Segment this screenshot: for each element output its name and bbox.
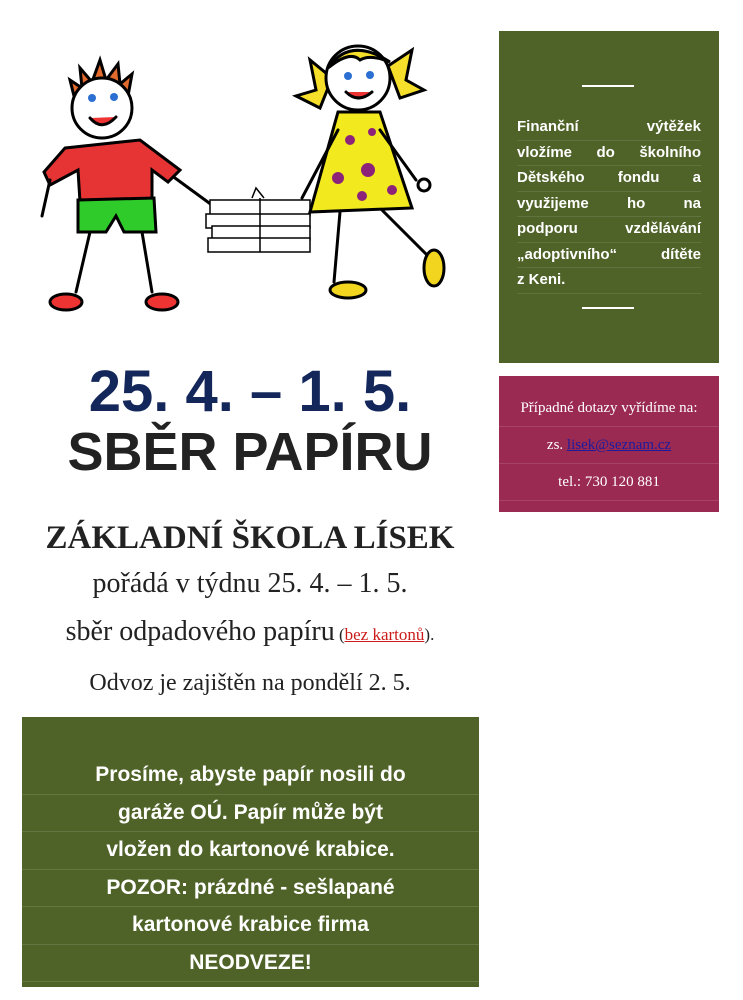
info-row xyxy=(517,115,701,141)
divider xyxy=(582,307,634,309)
event-week-text: pořádá v týdnu 25. 4. – 1. 5. xyxy=(92,568,408,599)
info-row xyxy=(517,243,701,269)
instruction-line: vložen do kartonové krabice. xyxy=(22,832,479,870)
info-word: podporu xyxy=(517,220,578,237)
email-prefix: zs. xyxy=(546,437,567,453)
instructions-box xyxy=(22,717,479,987)
collection-text xyxy=(0,616,500,648)
contact-email-line xyxy=(499,427,719,464)
paren-close: ). xyxy=(424,625,435,644)
no-cardboard-link[interactable]: bez kartonů xyxy=(344,625,425,644)
info-row xyxy=(517,166,701,192)
fund-info-text xyxy=(517,115,701,294)
info-row xyxy=(517,141,701,167)
info-word: fondu xyxy=(617,169,660,186)
paren-open: ( xyxy=(334,625,345,644)
info-word: vložíme xyxy=(517,143,573,161)
contact-heading: Případné dotazy vyřídíme na: xyxy=(499,390,719,427)
girl-figure-icon xyxy=(296,46,444,298)
divider xyxy=(582,85,634,87)
info-row xyxy=(517,268,701,294)
info-word: Dětského xyxy=(517,169,585,186)
kids-carrying-paper-illustration xyxy=(20,20,480,330)
info-word: a xyxy=(692,169,701,186)
info-word: z Keni. xyxy=(517,271,566,288)
contact-email-link[interactable]: lisek@seznam.cz xyxy=(566,437,672,453)
date-range-heading: 25. 4. – 1. 5. xyxy=(88,359,412,424)
contact-phone: tel.: 730 120 881 xyxy=(499,464,719,501)
info-word: Finanční xyxy=(517,118,579,135)
instruction-line: NEODVEZE! xyxy=(22,945,479,983)
instruction-line: POZOR: prázdné - sešlapané xyxy=(22,870,479,908)
info-word: na xyxy=(683,194,701,212)
info-word: dítěte xyxy=(660,245,701,263)
instruction-line: garáže OÚ. Papír může být xyxy=(22,795,479,833)
info-row xyxy=(517,192,701,218)
instruction-line: Prosíme, abyste papír nosili do xyxy=(22,757,479,795)
info-word: vzdělávání xyxy=(625,220,701,237)
collection-label: sběr odpadového papíru xyxy=(65,616,335,647)
info-word: „adoptivního“ xyxy=(517,245,617,263)
info-word: školního xyxy=(639,143,701,161)
boy-figure-icon xyxy=(42,60,216,310)
info-row xyxy=(517,217,701,243)
newspaper-bundle-icon xyxy=(206,188,310,252)
info-word: využijeme xyxy=(517,194,589,212)
pickup-date-text: Odvoz je zajištěn na pondělí 2. 5. xyxy=(89,670,411,696)
fund-info-box xyxy=(499,31,719,363)
page-title: SBĚR PAPÍRU xyxy=(67,422,433,482)
info-word: do xyxy=(596,143,615,161)
info-word: výtěžek xyxy=(646,118,701,135)
contact-box xyxy=(499,376,719,512)
school-name: ZÁKLADNÍ ŠKOLA LÍSEK xyxy=(45,520,455,556)
info-word: ho xyxy=(626,194,646,212)
instruction-line: kartonové krabice firma xyxy=(22,907,479,945)
